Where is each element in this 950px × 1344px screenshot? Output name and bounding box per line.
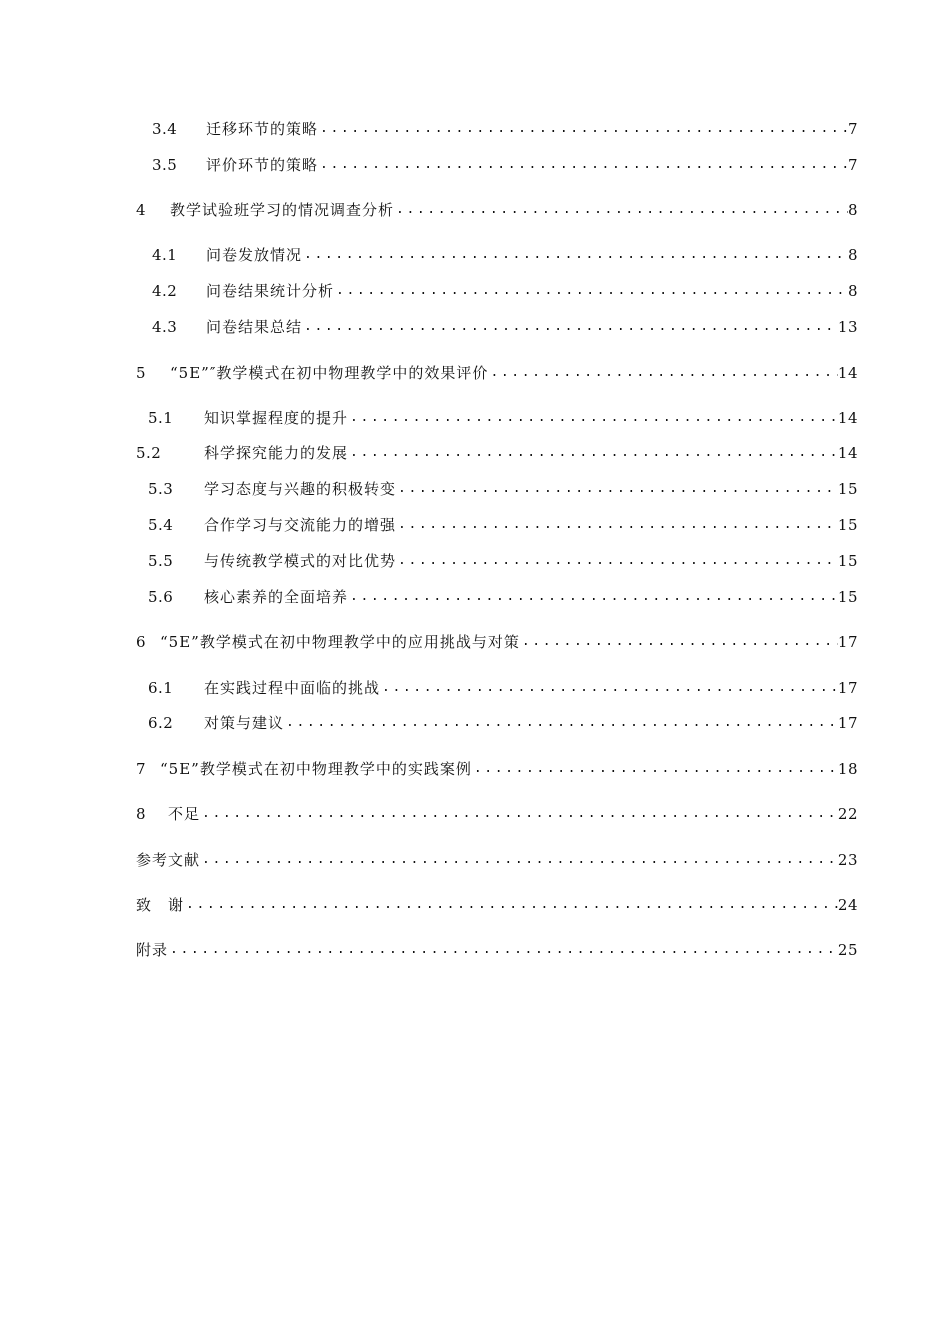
toc-entry-6-1[interactable] [0, 676, 950, 700]
toc-entry-page: 17 [837, 679, 858, 697]
toc-entry-number: 4.2 [152, 282, 178, 300]
toc-entry-number: 5.4 [148, 516, 174, 534]
toc-entry-number: 5.2 [136, 444, 162, 462]
toc-entry-title: 合作学习与交流能力的增强 [204, 516, 397, 534]
toc-entry-title: “5E”教学模式在初中物理教学中的实践案例 [160, 760, 472, 778]
toc-entry-number: 8 [136, 805, 147, 823]
toc-entry-title: 学习态度与兴趣的积极转变 [204, 480, 397, 498]
toc-dot-leader [472, 757, 838, 781]
toc-entry-page: 8 [847, 282, 858, 300]
toc-dot-leader [396, 513, 838, 537]
toc-entry-page: 15 [837, 480, 858, 498]
toc-entry-5-1[interactable] [0, 406, 950, 430]
toc-entry-number: 4 [136, 201, 147, 219]
toc-entry-title: 核心素养的全面培养 [204, 588, 349, 606]
toc-entry-page: 23 [837, 851, 858, 869]
toc-entry-number: 5.6 [148, 588, 174, 606]
toc-entry-page: 17 [837, 633, 858, 651]
toc-dot-leader [520, 630, 838, 654]
toc-entry-page: 15 [837, 516, 858, 534]
toc-entry-number: 4.3 [152, 318, 178, 336]
toc-entry-title: 致 谢 [136, 896, 185, 914]
toc-entry-8[interactable] [0, 802, 950, 826]
toc-entry-4-3[interactable] [0, 315, 950, 339]
toc-entry-title: “5E”″教学模式在初中物理教学中的效果评价 [170, 364, 489, 382]
toc-entry-title: 迁移环节的策略 [206, 120, 319, 138]
toc-entry-title: 问卷结果统计分析 [206, 282, 335, 300]
toc-entry-title: 附录 [136, 941, 169, 959]
toc-entry-title: 问卷结果总结 [206, 318, 303, 336]
toc-entry-title: 评价环节的策略 [206, 156, 319, 174]
toc-entry-title: “5E”教学模式在初中物理教学中的应用挑战与对策 [160, 633, 520, 651]
toc-entry-title: 参考文献 [136, 851, 201, 869]
toc-entry-number: 6 [136, 633, 147, 651]
toc-entry-4[interactable] [0, 198, 950, 222]
toc-entry-number: 5.1 [148, 409, 174, 427]
toc-entry-number: 5.3 [148, 480, 174, 498]
toc-dot-leader [184, 893, 838, 917]
toc-entry-3-4[interactable] [0, 117, 950, 141]
toc-entry-number: 4.1 [152, 246, 178, 264]
toc-entry-5-5[interactable] [0, 549, 950, 573]
toc-dot-leader [394, 198, 848, 222]
toc-dot-leader [284, 711, 838, 735]
toc-dot-leader [302, 315, 838, 339]
toc-entry-page: 14 [837, 409, 858, 427]
toc-entry-page: 18 [837, 760, 858, 778]
toc-entry-page: 22 [837, 805, 858, 823]
toc-entry-number: 3.5 [152, 156, 178, 174]
toc-entry-5-6[interactable] [0, 585, 950, 609]
toc-dot-leader [396, 549, 838, 573]
toc-entry-7[interactable] [0, 757, 950, 781]
toc-entry-page: 7 [847, 120, 858, 138]
toc-entry-title: 教学试验班学习的情况调查分析 [170, 201, 395, 219]
toc-entry-appendix[interactable] [0, 938, 950, 962]
toc-dot-leader [348, 441, 838, 465]
toc-dot-leader [200, 848, 838, 872]
toc-entry-number: 7 [136, 760, 147, 778]
toc-dot-leader [348, 406, 838, 430]
toc-entry-number: 6.1 [148, 679, 174, 697]
toc-entry-title: 问卷发放情况 [206, 246, 303, 264]
toc-dot-leader [488, 361, 837, 385]
toc-entry-page: 14 [837, 444, 858, 462]
toc-entry-title: 与传统教学模式的对比优势 [204, 552, 397, 570]
toc-dot-leader [318, 117, 848, 141]
toc-entry-page: 25 [837, 941, 858, 959]
toc-entry-page: 17 [837, 714, 858, 732]
toc-dot-leader [334, 279, 848, 303]
toc-entry-4-1[interactable] [0, 243, 950, 267]
toc-entry-page: 24 [837, 896, 858, 914]
toc-entry-title: 对策与建议 [204, 714, 285, 732]
toc-entry-number: 5 [136, 364, 147, 382]
toc-dot-leader [380, 676, 838, 700]
toc-entry-title: 知识掌握程度的提升 [204, 409, 349, 427]
toc-entry-number: 5.5 [148, 552, 174, 570]
toc-entry-page: 15 [837, 588, 858, 606]
toc-entry-acknowledgements[interactable] [0, 893, 950, 917]
toc-entry-3-5[interactable] [0, 153, 950, 177]
toc-entry-5[interactable] [0, 361, 950, 385]
toc-entry-number: 6.2 [148, 714, 174, 732]
toc-entry-title: 科学探究能力的发展 [204, 444, 349, 462]
toc-entry-title: 在实践过程中面临的挑战 [204, 679, 381, 697]
toc-entry-references[interactable] [0, 848, 950, 872]
toc-entry-5-3[interactable] [0, 477, 950, 501]
toc-entry-number: 3.4 [152, 120, 178, 138]
toc-dot-leader [396, 477, 838, 501]
toc-dot-leader [318, 153, 848, 177]
toc-entry-4-2[interactable] [0, 279, 950, 303]
toc-entry-5-4[interactable] [0, 513, 950, 537]
toc-dot-leader [348, 585, 838, 609]
toc-entry-page: 7 [847, 156, 858, 174]
toc-entry-5-2[interactable] [0, 441, 950, 465]
toc-entry-6-2[interactable] [0, 711, 950, 735]
toc-entry-page: 13 [837, 318, 858, 336]
toc-entry-6[interactable] [0, 630, 950, 654]
toc-entry-page: 15 [837, 552, 858, 570]
toc-dot-leader [168, 938, 838, 962]
toc-entry-title: 不足 [168, 805, 201, 823]
toc-entry-page: 8 [847, 201, 858, 219]
toc-entry-page: 14 [837, 364, 858, 382]
toc-dot-leader [302, 243, 848, 267]
toc-entry-page: 8 [847, 246, 858, 264]
toc-dot-leader [200, 802, 838, 826]
